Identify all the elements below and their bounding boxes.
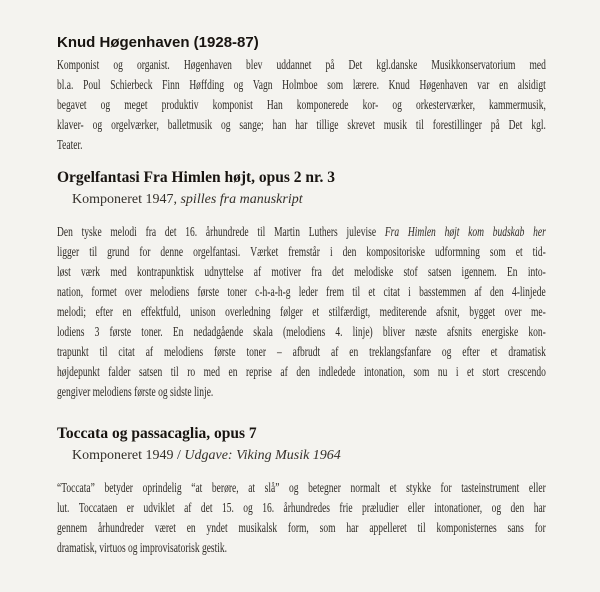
word: århundreder: [97, 521, 144, 536]
word: lut.: [57, 501, 70, 516]
word: Fra: [384, 225, 400, 240]
word: med: [110, 265, 127, 280]
word: normalt: [350, 481, 381, 496]
text-line: [57, 499, 546, 519]
text: dramatisk, virtuos og improvisatorisk gestik.: [57, 541, 228, 556]
word: og: [220, 118, 231, 133]
word: ro: [187, 365, 196, 380]
word: stof: [403, 265, 418, 280]
word: tyske: [81, 225, 102, 240]
word: Poul: [83, 78, 101, 93]
word: orgelværker,: [111, 118, 159, 133]
paragraph-text: [57, 479, 546, 559]
word: toner.: [141, 325, 163, 340]
word: Luthers: [308, 225, 338, 240]
word: form,: [287, 521, 309, 536]
word: –: [276, 345, 282, 360]
word: betegner: [308, 481, 341, 496]
word: yndet: [206, 521, 228, 536]
word: reprise: [246, 365, 272, 380]
word: har: [346, 521, 359, 536]
word: udviklet: [143, 501, 175, 516]
word: Det: [508, 118, 523, 133]
word: bl.a.: [57, 78, 74, 93]
word: Toccataen: [78, 501, 118, 516]
word: unison: [190, 305, 216, 320]
word: en: [499, 78, 509, 93]
work-details-toccata: [72, 446, 546, 465]
word: Han: [266, 98, 283, 113]
word: på: [325, 58, 335, 73]
word: i: [408, 285, 411, 300]
text-line: [57, 303, 546, 323]
work-details-italic: spilles fra manuskript: [180, 192, 303, 207]
word: Vagn: [252, 78, 273, 93]
section-toccata: [57, 425, 546, 559]
word: et: [467, 365, 474, 380]
word: toner: [246, 345, 267, 360]
word: den: [296, 365, 311, 380]
text-line: [57, 283, 546, 303]
word: sans: [507, 521, 524, 536]
word: næste: [415, 325, 437, 340]
word: kompositoriske: [366, 245, 425, 260]
word: det: [200, 501, 213, 516]
word: budskab: [492, 225, 525, 240]
word: “Toccata”: [57, 481, 95, 496]
word: fra: [311, 265, 322, 280]
word: intonation,: [364, 365, 405, 380]
word: leder: [298, 285, 318, 300]
word: komponisternes: [436, 521, 497, 536]
word: og: [243, 501, 253, 516]
text-line: [57, 223, 546, 243]
word: 4.: [335, 325, 343, 340]
word: Martin: [274, 225, 300, 240]
word: Musikkonservatorium: [431, 58, 516, 73]
paragraph: [57, 223, 546, 403]
word: den: [510, 501, 525, 516]
word: stilfærdigt,: [328, 305, 371, 320]
word: til: [257, 225, 266, 240]
word: klaver-: [57, 118, 84, 133]
section-composer-bio: [57, 34, 546, 156]
word: et: [312, 305, 320, 320]
word: kom: [468, 225, 484, 240]
work-details-orgelfantasi: [72, 190, 546, 209]
word: organist.: [136, 58, 170, 73]
word: i: [329, 245, 333, 260]
word: efter: [95, 305, 113, 320]
word: Himlen: [407, 225, 436, 240]
word: over: [124, 285, 142, 300]
word: produktiv: [161, 98, 199, 113]
word: sange;: [239, 118, 264, 133]
word: eller: [528, 481, 546, 496]
word: kontrapunktisk: [137, 265, 195, 280]
word: som: [327, 78, 344, 93]
word: grund: [107, 245, 130, 260]
word: citat: [383, 285, 400, 300]
word: for: [534, 521, 546, 536]
word: afsnit,: [436, 305, 460, 320]
text-line: [57, 76, 546, 96]
work-details-text: Komponeret 1947,: [72, 192, 181, 207]
word: til: [352, 285, 361, 300]
paragraph-text: [57, 56, 546, 156]
word: at: [248, 481, 256, 496]
section-orgelfantasi: [57, 169, 546, 403]
word: som: [413, 365, 430, 380]
text-line: [57, 56, 546, 76]
word: var: [477, 78, 490, 93]
word: linje): [352, 325, 373, 340]
word: frie: [339, 501, 353, 516]
word: efter: [462, 345, 480, 360]
word: århundredes: [283, 501, 330, 516]
word: til: [89, 245, 98, 260]
word: Holmboe: [282, 78, 318, 93]
word: været: [154, 521, 176, 536]
text-line: [57, 136, 546, 156]
word: igennem.: [461, 265, 497, 280]
word: melodiens: [163, 345, 204, 360]
word: første: [197, 285, 220, 300]
word: dramatisk: [508, 345, 546, 360]
word: en: [349, 345, 359, 360]
word: Komponist: [57, 58, 100, 73]
word: nation,: [57, 285, 84, 300]
word: på: [490, 118, 500, 133]
word: musikalsk: [238, 521, 278, 536]
word: skrevet: [347, 118, 375, 133]
word: komponerede: [296, 98, 349, 113]
word: 16.: [262, 501, 275, 516]
word: den: [489, 285, 504, 300]
word: som: [489, 245, 506, 260]
text-line: [57, 96, 546, 116]
word: orkesterværker,: [415, 98, 475, 113]
text-line: [57, 519, 546, 539]
word: “at: [191, 481, 203, 496]
word: tasteinstrument: [461, 481, 520, 496]
word: 4-linjede: [511, 285, 546, 300]
word: kon-: [528, 325, 546, 340]
work-details-text: Komponeret 1949 /: [72, 448, 185, 463]
word: intonationer,: [434, 501, 483, 516]
word: af: [184, 501, 192, 516]
text-line: [57, 243, 546, 263]
word: til: [417, 521, 426, 536]
word: her: [533, 225, 546, 240]
word: en: [186, 521, 196, 536]
word: 15.: [221, 501, 234, 516]
word: satsen: [428, 265, 452, 280]
word: og: [392, 98, 402, 113]
word: trapunkt: [57, 345, 89, 360]
word: eller: [407, 501, 425, 516]
word: appelleret: [369, 521, 407, 536]
word: af: [145, 345, 154, 360]
word: stort: [482, 365, 500, 380]
word: i: [455, 365, 459, 380]
word: kammermusik,: [489, 98, 546, 113]
word: komponist: [212, 98, 253, 113]
word: med: [203, 365, 221, 380]
word: En: [506, 265, 518, 280]
word: into-: [527, 265, 546, 280]
word: begavet: [57, 98, 87, 113]
word: berøre,: [211, 481, 239, 496]
word: et: [368, 285, 376, 300]
word: 3: [94, 325, 100, 340]
word: første: [213, 345, 236, 360]
word: kgl.: [531, 118, 546, 133]
word: (melodiens: [282, 325, 326, 340]
word: afbrudt: [292, 345, 321, 360]
text: Teater.: [57, 138, 83, 153]
word: basstemmen: [419, 285, 467, 300]
word: slå”: [264, 481, 280, 496]
word: melodiske: [354, 265, 394, 280]
word: Høgenhaven: [183, 58, 232, 73]
word: udformning: [434, 245, 480, 260]
word: me-: [531, 305, 546, 320]
word: og: [491, 501, 502, 516]
word: er: [126, 501, 135, 516]
word: gennem: [57, 521, 88, 536]
word: af: [474, 285, 482, 300]
text-line: [57, 383, 546, 403]
word: En: [172, 325, 184, 340]
word: uddannet: [276, 58, 312, 73]
word: treklangsfanfare: [369, 345, 431, 360]
word: blev: [246, 58, 263, 73]
word: mediterende: [379, 305, 427, 320]
text-line: [57, 363, 546, 383]
word: af: [330, 345, 339, 360]
word: og: [441, 345, 452, 360]
word: bygget: [469, 305, 496, 320]
paragraph: [57, 479, 546, 559]
word: Høffding: [189, 78, 225, 93]
text-line: [57, 323, 546, 343]
word: har: [295, 118, 308, 133]
word: tillige: [316, 118, 339, 133]
word: 16.: [185, 225, 198, 240]
word: nu: [437, 365, 448, 380]
word: højdepunkt: [57, 365, 100, 380]
word: for: [440, 481, 452, 496]
word: højt: [444, 225, 460, 240]
word: oprindelig: [142, 481, 182, 496]
word: forestillinger: [432, 118, 482, 133]
work-details-italic: Udgave: Viking Musik 1964: [184, 448, 341, 463]
word: følger: [280, 305, 303, 320]
word: af: [280, 365, 288, 380]
word: balletmusik: [167, 118, 213, 133]
word: energiske: [481, 325, 519, 340]
word: et: [490, 345, 498, 360]
word: Høgenhaven: [419, 78, 468, 93]
word: og: [113, 58, 123, 73]
word: stykke: [406, 481, 431, 496]
word: og: [100, 98, 111, 113]
section-heading-toccata: Toccata og passacaglia, opus 7: [57, 425, 257, 442]
word: crescendo: [507, 365, 546, 380]
word: Værket: [250, 245, 279, 260]
word: satsen: [138, 365, 163, 380]
paragraph: [57, 56, 546, 156]
word: ligger: [57, 245, 80, 260]
word: Knud: [388, 78, 410, 93]
word: præludier: [362, 501, 399, 516]
text-line: [57, 343, 546, 363]
text-line: [57, 479, 546, 499]
word: et: [389, 481, 397, 496]
word: det: [332, 265, 344, 280]
text-line: [57, 116, 546, 136]
word: han: [272, 118, 287, 133]
word: kor-: [362, 98, 379, 113]
word: over: [504, 305, 522, 320]
word: julevise: [346, 225, 377, 240]
text-line: [57, 539, 546, 559]
word: formet: [91, 285, 117, 300]
word: bliver: [382, 325, 406, 340]
word: en: [122, 305, 132, 320]
word: effektfuld,: [141, 305, 181, 320]
word: tid-: [532, 245, 546, 260]
word: musik: [383, 118, 408, 133]
word: værk: [81, 265, 101, 280]
word: af: [253, 265, 262, 280]
word: orgelfantasi.: [193, 245, 241, 260]
word: skala: [253, 325, 273, 340]
word: et: [515, 245, 523, 260]
word: har: [533, 501, 546, 516]
word: og: [92, 118, 103, 133]
word: falder: [108, 365, 131, 380]
word: fremstår: [288, 245, 320, 260]
section-heading-composer-bio: Knud Høgenhaven (1928-87): [57, 34, 259, 51]
word: lærere.: [352, 78, 379, 93]
word: motiver: [271, 265, 302, 280]
word: meget: [124, 98, 148, 113]
word: melodiens: [150, 285, 190, 300]
word: c-h-a-h-g: [255, 285, 291, 300]
word: nedadgående: [193, 325, 244, 340]
word: det: [164, 225, 177, 240]
word: citat: [118, 345, 135, 360]
word: udnyttelse: [204, 265, 244, 280]
word: toner: [227, 285, 247, 300]
section-heading-orgelfantasi: Orgelfantasi Fra Himlen højt, opus 2 nr. 3: [57, 169, 336, 186]
word: Finn: [162, 78, 180, 93]
word: til: [99, 345, 108, 360]
word: afsnits: [446, 325, 472, 340]
word: og: [233, 78, 244, 93]
word: kgl.danske: [376, 58, 418, 73]
word: Det: [348, 58, 363, 73]
word: lodiens: [57, 325, 85, 340]
word: alsidigt: [517, 78, 546, 93]
word: århundrede: [205, 225, 249, 240]
word: til: [170, 365, 179, 380]
word: fra: [145, 225, 157, 240]
word: melodi: [110, 225, 137, 240]
word: Schierbeck: [110, 78, 153, 93]
text: gengiver melodiens første og sidste linje.: [57, 385, 214, 400]
word: som: [319, 521, 336, 536]
word: den: [342, 245, 357, 260]
word: til: [415, 118, 424, 133]
word: med: [529, 58, 546, 73]
word: denne: [160, 245, 184, 260]
word: Den: [57, 225, 73, 240]
word: første: [109, 325, 132, 340]
word: for: [139, 245, 151, 260]
word: melodi;: [57, 305, 87, 320]
paragraph-text: [57, 223, 546, 403]
text-line: [57, 263, 546, 283]
document-body: [57, 34, 546, 559]
word: indledede: [318, 365, 356, 380]
word: en: [228, 365, 238, 380]
word: løst: [57, 265, 71, 280]
word: frem: [326, 285, 344, 300]
word: overledning: [225, 305, 271, 320]
word: og: [289, 481, 299, 496]
word: betyder: [104, 481, 133, 496]
